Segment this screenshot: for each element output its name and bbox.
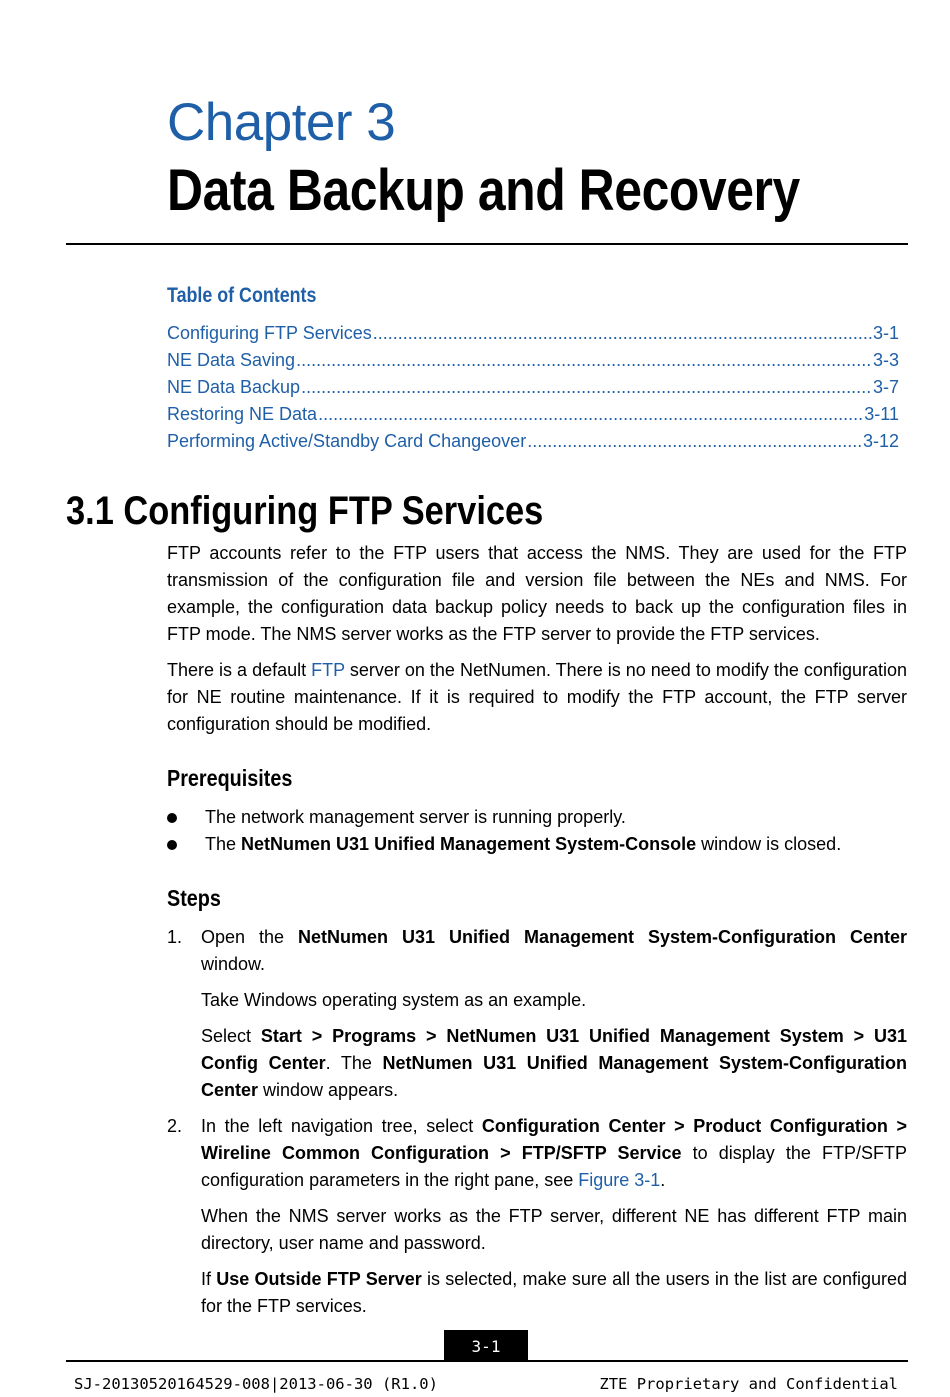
toc-leader-dots: [301, 374, 872, 401]
toc-entry[interactable]: [167, 320, 899, 347]
text-run: to display the FTP/SFTP configuration parameters in the right pane, see: [201, 1143, 907, 1190]
intro-paragraph: [167, 657, 907, 738]
page-number-badge: 3-1: [444, 1330, 528, 1361]
toc-leader-dots: [373, 320, 872, 347]
text-run: There is a default: [167, 660, 312, 680]
confidentiality-notice: ZTE Proprietary and Confidential: [599, 1375, 898, 1393]
toc-leader-dots: [296, 347, 872, 374]
toc-leader-dots: [318, 401, 863, 428]
title-divider: [66, 243, 908, 245]
text-run: If: [201, 1269, 217, 1289]
menu-path: Start > Programs > NetNumen U31 Unified Management System > U31 Config Center: [201, 1026, 907, 1073]
text-run: is selected, make sure all the users in the list are configured for the FTP services.: [201, 1269, 907, 1316]
toc-entry-title: NE Data Saving: [167, 350, 296, 370]
toc-entry-title: NE Data Backup: [167, 377, 301, 397]
window-name: NetNumen U31 Unified Management System-Configuration Center: [201, 1053, 907, 1100]
list-item: [167, 804, 907, 831]
window-name: NetNumen U31 Unified Management System-Configuration Center: [298, 927, 908, 947]
chapter-label: Chapter 3: [167, 93, 396, 152]
figure-link[interactable]: Figure 3-1: [578, 1170, 661, 1190]
text-run: The: [205, 834, 242, 854]
text-run: . The: [325, 1053, 383, 1073]
intro-paragraph: FTP accounts refer to the FTP users that access the NMS. They are used for the FTP transmission of the configuration file and version file between the NEs and NMS. For example, the configuration data backup policy needs to back up the configuration files in FTP mode. The NMS server works as the FTP server to provide the FTP services.: [167, 543, 907, 644]
toc-entry-page: 3-7: [872, 377, 899, 397]
text-run: In the left navigation tree, select: [201, 1116, 482, 1136]
text-run: .: [660, 1170, 666, 1190]
section-heading: 3.1 Configuring FTP Services: [66, 489, 544, 533]
toc-entry-title: Configuring FTP Services: [167, 323, 372, 343]
text-run: window is closed.: [696, 834, 842, 854]
list-item: [167, 831, 907, 858]
step-paragraph: [201, 1266, 907, 1320]
toc-entry-title: Restoring NE Data: [167, 404, 318, 424]
toc-entry-page: 3-12: [862, 431, 899, 451]
step-number: 1.: [167, 927, 183, 947]
text-run: window.: [201, 954, 266, 974]
toc-entry-page: 3-3: [872, 350, 899, 370]
toc-heading: Table of Contents: [167, 284, 317, 307]
toc-entry-page: 3-1: [872, 323, 899, 343]
toc-entry-page: 3-11: [864, 404, 899, 424]
toc-entry[interactable]: [167, 374, 899, 401]
toc-leader-dots: [527, 428, 862, 455]
ftp-link[interactable]: FTP: [311, 660, 345, 680]
toc-entry[interactable]: [167, 428, 899, 455]
text-run: window appears.: [258, 1080, 399, 1100]
prerequisites-heading: Prerequisites: [167, 765, 293, 791]
menu-path: Configuration Center > Product Configuration > Wireline Common Configuration > FTP/SFTP Service: [201, 1116, 907, 1163]
toc-entry-title: Performing Active/Standby Card Changeover: [167, 431, 527, 451]
list-item-text: [205, 831, 841, 858]
step-paragraph: [201, 1023, 907, 1104]
step-paragraph: When the NMS server works as the FTP server, different NE has different FTP main directory, user name and password.: [201, 1206, 907, 1253]
window-name: NetNumen U31 Unified Management System-Console: [241, 834, 697, 854]
bullet-icon: [167, 813, 177, 823]
step-paragraph: [201, 924, 907, 978]
footer-divider: [66, 1360, 908, 1362]
option-name: Use Outside FTP Server: [216, 1269, 422, 1289]
text-run: Open the: [201, 927, 299, 947]
steps-heading: Steps: [167, 885, 221, 911]
bullet-icon: [167, 840, 177, 850]
text-run: server on the NetNumen. There is no need to modify the configuration for NE routine maintenance. If it is required to modify the FTP account, the FTP server configuration should be modified.: [167, 660, 907, 734]
list-item-text: The network management server is running properly.: [205, 807, 626, 827]
toc-entry[interactable]: [167, 401, 899, 428]
text-run: Select: [201, 1026, 261, 1046]
toc-entry[interactable]: [167, 347, 899, 374]
step-number: 2.: [167, 1116, 183, 1136]
step-paragraph: Take Windows operating system as an example.: [201, 990, 587, 1010]
chapter-title: Data Backup and Recovery: [167, 158, 800, 223]
document-id: SJ-20130520164529-008|2013-06-30 (R1.0): [74, 1375, 438, 1393]
step-paragraph: [201, 1113, 907, 1194]
